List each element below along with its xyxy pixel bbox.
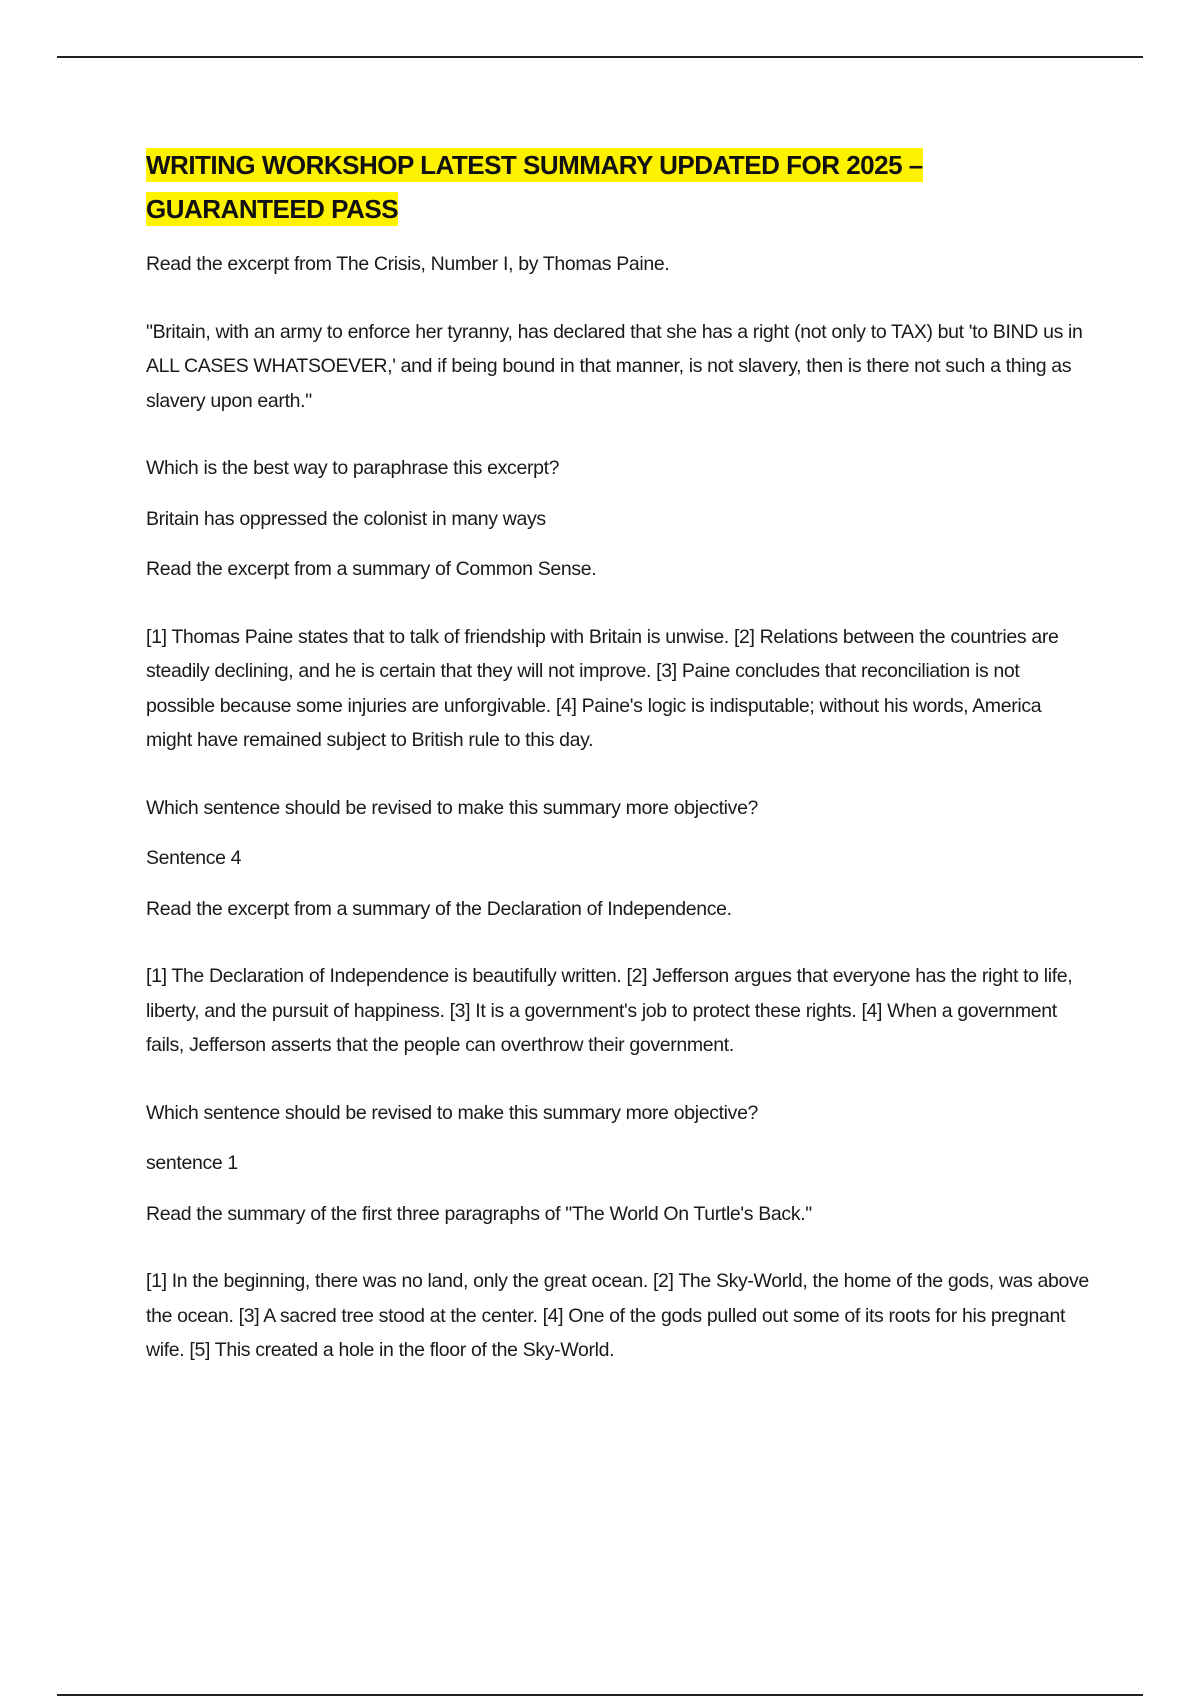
- bottom-rule: [57, 1694, 1143, 1696]
- summary-paragraph: [1] Thomas Paine states that to talk of friendship with Britain is unwise. [2] Relations between the countries are steadily declining, and he is certain that they will not improve. [3] Paine concludes that reconciliation is not possible because some injuries are unforgivable. [4] Paine's logic is indisputable; without his words, America might have remained subject to British rule to this day.: [146, 625, 1059, 751]
- prompt-paragraph: Read the excerpt from a summary of Common Sense.: [146, 558, 597, 580]
- top-rule: [57, 56, 1143, 58]
- title-highlight: WRITING WORKSHOP LATEST SUMMARY UPDATED FOR 2025 – GUARANTEED PASS: [146, 150, 923, 224]
- answer-paragraph: Sentence 4: [146, 847, 242, 869]
- answer-paragraph: Britain has oppressed the colonist in many ways: [146, 507, 546, 530]
- summary-paragraph: [1] The Declaration of Independence is beautifully written. [2] Jefferson argues that everyone has the right to life, liberty, and the pursuit of happiness. [3] It is a government's job to protect these rights. [4] When a government fails, Jefferson asserts that the people can overthrow their government.: [146, 965, 1073, 1056]
- summary-paragraph: [1] In the beginning, there was no land, only the great ocean. [2] The Sky-World, the home of the gods, was above the ocean. [3] A sacred tree stood at the center. [4] One of the gods pulled out some of its roots for his pregnant wife. [5] This created a hole in the floor of the Sky-World.: [146, 1270, 1089, 1361]
- prompt-paragraph: Read the excerpt from The Crisis, Number I, by Thomas Paine.: [146, 253, 670, 275]
- quote-paragraph: "Britain, with an army to enforce her tyranny, has declared that she has a right (not only to TAX) but 'to BIND us in ALL CASES WHATSOEVER,' and if being bound in that manner, is not slavery, then is there not such a thing as slavery upon earth.": [146, 320, 1083, 412]
- prompt-paragraph: Read the summary of the first three paragraphs of "The World On Turtle's Back.": [146, 1202, 812, 1225]
- answer-paragraph: sentence 1: [146, 1152, 238, 1174]
- document-title: [146, 143, 1092, 231]
- prompt-paragraph: Read the excerpt from a summary of the Declaration of Independence.: [146, 897, 732, 920]
- question-paragraph: Which sentence should be revised to make this summary more objective?: [146, 796, 759, 819]
- document-body: [146, 143, 1092, 1368]
- question-paragraph: Which is the best way to paraphrase this excerpt?: [146, 457, 560, 479]
- question-paragraph: Which sentence should be revised to make this summary more objective?: [146, 1101, 759, 1124]
